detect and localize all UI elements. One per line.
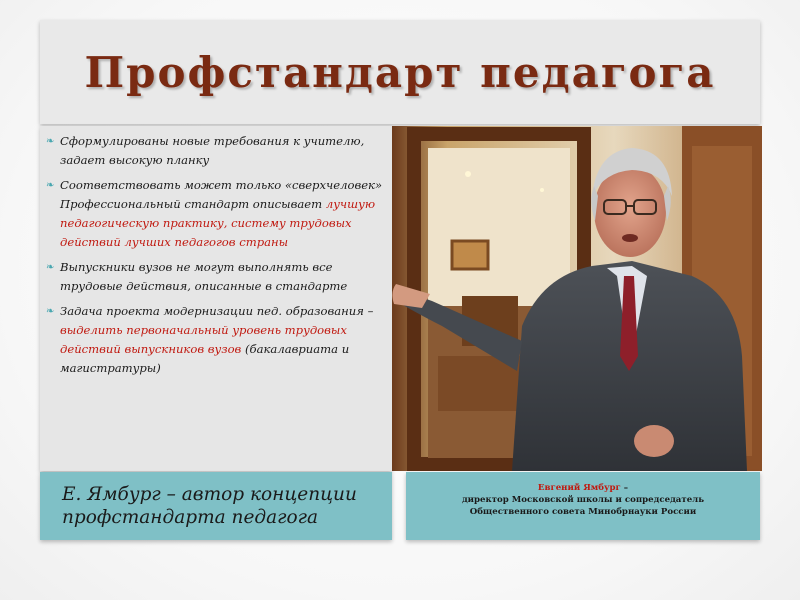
bullet-3-text: Выпускники вузов не могут выполнять все трудовые действия, описанные в стандарте (60, 260, 348, 293)
title-bar (40, 20, 760, 124)
photo-caption-line-3: Общественного совета Минобрнауки России (469, 507, 697, 517)
bullet-2-text-highlight: лучшую педагогическую практику, систему трудовых действий лучших педагогов страны (60, 197, 376, 249)
portrait-photo-illustration (392, 126, 762, 471)
photo-caption-name: Евгений Ямбург (537, 483, 621, 493)
bullet-marker-icon: ❧ (46, 262, 55, 273)
bullet-4-text-c: (бакалавриата и магистратуры) (60, 342, 350, 375)
author-caption-text: Е. Ямбург – автор концепции профстандарта педагога (62, 484, 357, 528)
bullet-marker-icon: ❧ (46, 306, 55, 317)
bullet-2-text-a: Соответствовать может только «сверхчеловек» Профессиональный стандарт описывает (60, 178, 383, 211)
bullet-item-4 (46, 302, 384, 378)
photo-caption (406, 472, 760, 540)
bullet-item-1 (46, 132, 384, 170)
bullet-4-text-a: Задача проекта модернизации пед. образования – (60, 304, 374, 318)
bullet-marker-icon: ❧ (46, 136, 55, 147)
bullet-panel (40, 126, 392, 471)
bullet-list (40, 126, 392, 378)
portrait-photo (392, 126, 762, 471)
bullet-item-2 (46, 176, 384, 252)
slide-title: Профстандарт педагога (84, 47, 716, 97)
bullet-marker-icon: ❧ (46, 180, 55, 191)
author-caption (40, 472, 392, 540)
photo-caption-line-2: директор Московской школы и сопредседатель (461, 495, 705, 505)
photo-caption-dash: – (620, 483, 629, 493)
bullet-4-text-highlight: выделить первоначальный уровень трудовых действий выпускников вузов (60, 323, 347, 356)
bullet-1-text: Сформулированы новые требования к учителю, задает высокую планку (60, 134, 365, 167)
bullet-item-3 (46, 258, 384, 296)
photo-caption-line-1 (406, 482, 760, 494)
